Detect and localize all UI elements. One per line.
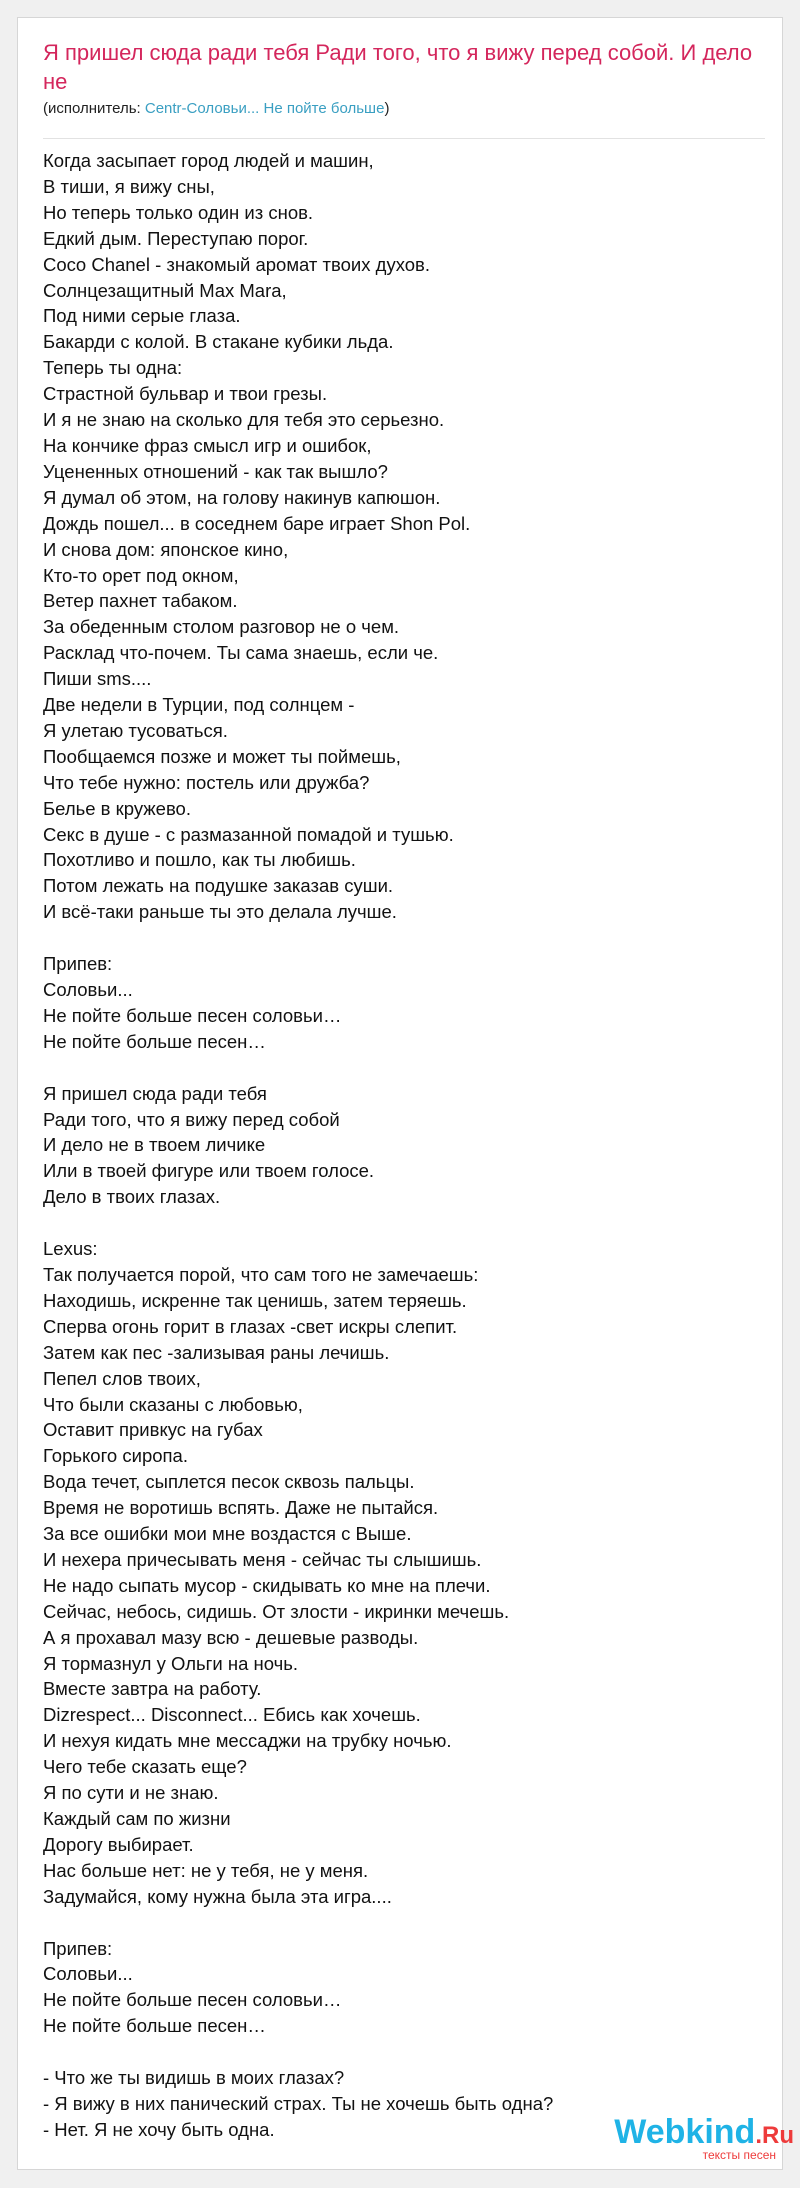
artist-prefix: (исполнитель: xyxy=(43,100,145,117)
logo-tld: .Ru xyxy=(755,2122,794,2149)
content-card xyxy=(17,17,794,2170)
logo-tagline: тексты песен xyxy=(702,2148,776,2162)
site-logo[interactable] xyxy=(584,2112,794,2164)
artist-link[interactable]: Centr-Соловьи... Не пойте больше xyxy=(144,100,385,117)
divider xyxy=(43,138,765,139)
song-title: Я пришел сюда ради тебя Ради того, что я вижу перед собой. И дело не xyxy=(43,40,753,94)
lyrics-text: Когда засыпает город людей и машин, В тиши, я вижу сны, Но теперь только один из снов. Едкий дым. Переступаю порог. Coco Chanel - знакомый аромат твоих духов. Солнцезащитный Max Mara, Под ними серые глаза. Бакарди с колой. В стакане кубики льда. Теперь ты одна: Страстной бульвар и твои грезы. И я не знаю на сколько для тебя это серьезно. На кончике фраз смысл игр и ошибок, Уцененных отношений - как так вышло? Я думал об этом, на голову накинув капюшон. Дождь пошел... в соседнем баре играет Shon Pol. И снова дом: японское кино, Кто-то орет под окном, Ветер пахнет табаком. За обеденным столом разговор не о чем. Расклад что-почем. Ты сама знаешь, если че. Пиши sms.... Две недели в Турции, под солнцем - Я улетаю тусоваться. Пообщаемся позже и может ты поймешь, Что тебе нужно: постель или дружба? Белье в кружево. Секс в душе - с размазанной помадой и тушью. Похотливо и пошло, как ты любишь. Потом лежать на подушке заказав суши. И всё-таки раньше ты это делала лучше. Припев: Соловьи... Не пойте больше песен соловьи… Не пойте больше песен… Я пришел сюда ради тебя Ради того, что я вижу перед собой И дело не в твоем личике Или в твоей фигуре или твоем голосе. Дело в твоих глазах. Lexus: Так получается порой, что сам того не замечаешь: Находишь, искренне так ценишь, затем теряешь. Сперва огонь горит в глазах -свет искры слепит. Затем как пес -зализывая раны лечишь. Пепел слов твоих, Что были сказаны с любовью, Оставит привкус на губах Горького сиропа. Вода течет, сыплется песок сквозь пальцы. Время не воротишь вспять. Даже не пытайся. За все ошибки мои мне воздастся с Выше. И нехера причесывать меня - сейчас ты слышишь. Не надо сыпать мусор - скидывать ко мне на плечи. Сейчас, небось, сидишь. От злости - икринки мечешь. А я прохавал мазу всю - дешевые разводы. Я тормазнул у Ольги на ночь. Вместе завтра на работу. Dizrespect... Disconnect... Ебись как хочешь. И нехуя кидать мне мессаджи на трубку ночью. Чего тебе сказать еще? Я по сути и не знаю. Каждый сам по жизни Дорогу выбирает. Нас больше нет: не у тебя, не у меня. Задумайся, кому нужна была эта игра.... Припев: Соловьи... Не пойте больше песен соловьи… Не пойте больше песен… - Что же ты видишь в моих глазах? - Я вижу в них панический страх. Ты не хочешь быть одна? - Нет. Я не хочу быть одна. xyxy=(43,150,554,2140)
artist-line xyxy=(43,100,389,118)
logo-brand: Webkind xyxy=(614,2113,756,2151)
artist-suffix: ) xyxy=(384,100,390,117)
